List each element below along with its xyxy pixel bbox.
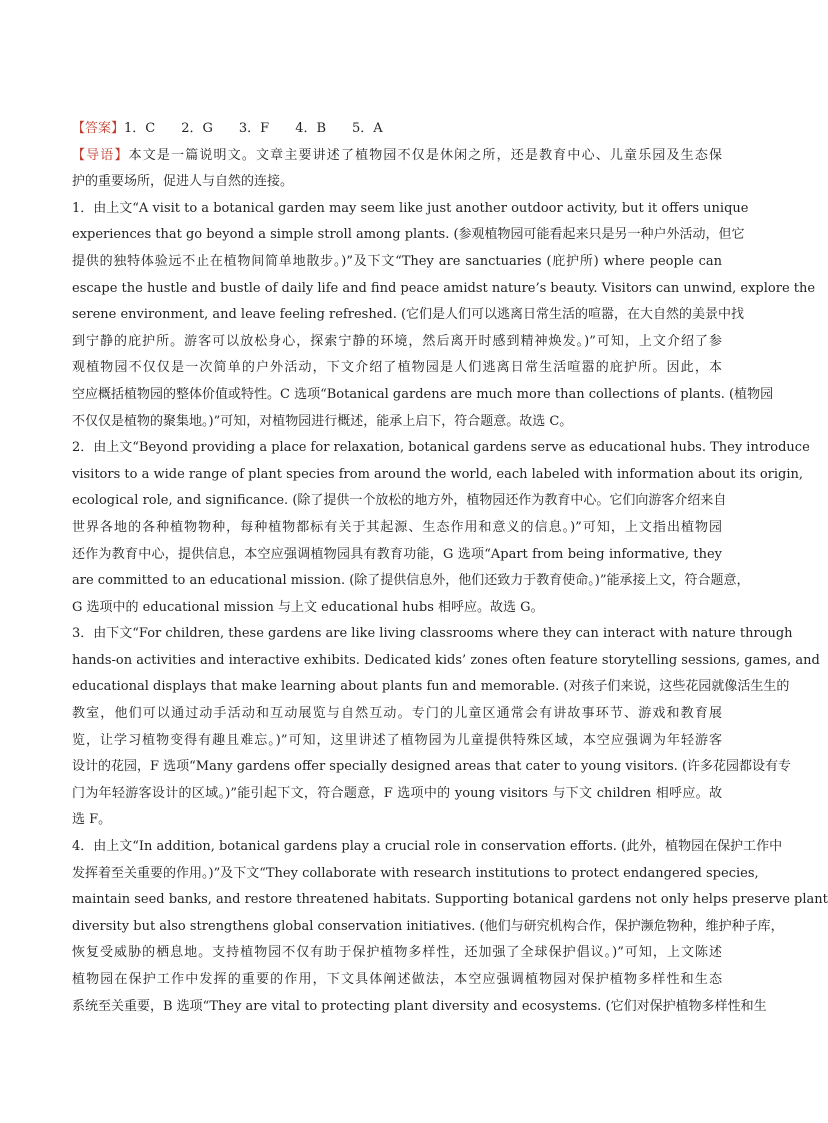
- text-line: are committed to an educational mission. (除了提供信息外，他们还致力于教育使命。)”能承接上文，符合题意，: [72, 573, 750, 589]
- text-line: 1．由上文“A visit to a botanical garden may seem like just another outdoor activity, but it offers unique: [72, 200, 749, 216]
- text-line: 4．由上文“In addition, botanical gardens play a crucial role in conservation efforts. (此外，植物园在保护工作中: [72, 839, 783, 855]
- answer-item: 5．A: [352, 121, 383, 136]
- text-line: escape the hustle and bustle of daily life and find peace amidst nature’s beauty. Visitors can unwind, explore the: [72, 280, 816, 296]
- text-line: maintain seed banks, and restore threatened habitats. Supporting botanical gardens not only helps preserve plant: [72, 892, 828, 908]
- text-line: educational displays that make learning about plants fun and memorable. (对孩子们来说，这些花园就像活生生的: [72, 679, 790, 695]
- text-line: 世界各地的各种植物物种，每种植物都标有关于其起源、生态作用和意义的信息。)”可知，上文指出植物园: [72, 519, 722, 535]
- text-line: 选 F。: [72, 812, 112, 828]
- text-line: 发挥着至关重要的作用。)”及下文“They collaborate with research institutions to protect endangered species,: [72, 865, 759, 881]
- guide-tag: 【导语】: [72, 147, 129, 163]
- text-line: visitors to a wide range of plant species from around the world, each labeled with information about its origin,: [72, 466, 804, 482]
- answer-tag: 【答案】: [72, 121, 125, 136]
- document-page: [72, 116, 828, 1020]
- text-line: 教室，他们可以通过动手活动和互动展览与自然互动。专门的儿童区通常会有讲故事环节、游戏和教育展: [72, 706, 722, 722]
- text-line: 不仅仅是植物的聚集地。)”可知，对植物园进行概述，能承上启下，符合题意。故选 C。: [72, 413, 573, 429]
- answer-item: 1．C: [124, 121, 156, 136]
- explanation-body: [72, 169, 828, 1020]
- text-line: hands-on activities and interactive exhibits. Dedicated kids’ zones often feature storytelling sessions, games, and: [72, 652, 820, 668]
- text-line: 门为年轻游客设计的区域。)”能引起下文，符合题意，F 选项中的 young visitors 与下文 children 相呼应。故: [72, 785, 722, 801]
- text-line: 3．由下文“For children, these gardens are like living classrooms where they can interact with nature through: [72, 626, 793, 642]
- text-line: experiences that go beyond a simple stroll among plants. (参观植物园可能看起来只是另一种户外活动，但它: [72, 227, 745, 243]
- text-line: ecological role, and significance. (除了提供一个放松的地方外，植物园还作为教育中心。它们向游客介绍来自: [72, 493, 727, 509]
- text-line: 恢复受威胁的栖息地。支持植物园不仅有助于保护植物多样性，还加强了全球保护倡议。)”可知，上文陈述: [72, 945, 722, 961]
- text-line: 2．由上文“Beyond providing a place for relaxation, botanical gardens serve as educational hubs. They introduce: [72, 440, 810, 456]
- text-line: G 选项中的 educational mission 与上文 educational hubs 相呼应。故选 G。: [72, 599, 544, 615]
- text-line: 提供的独特体验远不止在植物间简单地散步。)”及下文“They are sanctuaries (庇护所) where people can: [72, 253, 722, 269]
- answer-item: 4．B: [295, 121, 327, 136]
- text-line: 到宁静的庇护所。游客可以放松身心，探索宁静的环境，然后离开时感到精神焕发。)”可知，上文介绍了参: [72, 333, 722, 349]
- text-line: 览，让学习植物变得有趣且难忘。)”可知，这里讲述了植物园为儿童提供特殊区域，本空应强调为年轻游客: [72, 732, 722, 748]
- text-line: 空应概括植物园的整体价值或特性。C 选项“Botanical gardens are much more than collections of plants. (植物园: [72, 386, 774, 402]
- guide-line: [72, 143, 722, 170]
- text-line: diversity but also strengthens global conservation initiatives. (他们与研究机构合作，保护濒危物种，维护种子库，: [72, 918, 784, 934]
- text-line: 还作为教育中心，提供信息，本空应强调植物园具有教育功能，G 选项“Apart from being informative, they: [72, 546, 722, 562]
- text-line: 设计的花园，F 选项“Many gardens offer specially designed areas that cater to young visitors. (许多花园都设有专: [72, 759, 792, 775]
- answer-line: [72, 116, 722, 143]
- text-line: serene environment, and leave feeling refreshed. (它们是人们可以逃离日常生活的喧嚣，在大自然的美景中找: [72, 307, 745, 323]
- answer-item: 3．F: [238, 121, 270, 136]
- guide-text: 本文是一篇说明文。文章主要讲述了植物园不仅是休闲之所，还是教育中心、儿童乐园及生态保: [128, 147, 722, 163]
- text-line: 系统至关重要，B 选项“They are vital to protecting plant diversity and ecosystems. (它们对保护植物多样性和生: [72, 998, 767, 1014]
- answer-item: 2．G: [181, 121, 213, 136]
- text-line: 护的重要场所，促进人与自然的连接。: [72, 174, 294, 190]
- text-line: 植物园在保护工作中发挥的重要的作用，下文具体阐述做法，本空应强调植物园对保护植物多样性和生态: [72, 972, 722, 987]
- text-line: 观植物园不仅仅是一次简单的户外活动，下文介绍了植物园是人们逃离日常生活喧嚣的庇护所。因此，本: [72, 360, 722, 376]
